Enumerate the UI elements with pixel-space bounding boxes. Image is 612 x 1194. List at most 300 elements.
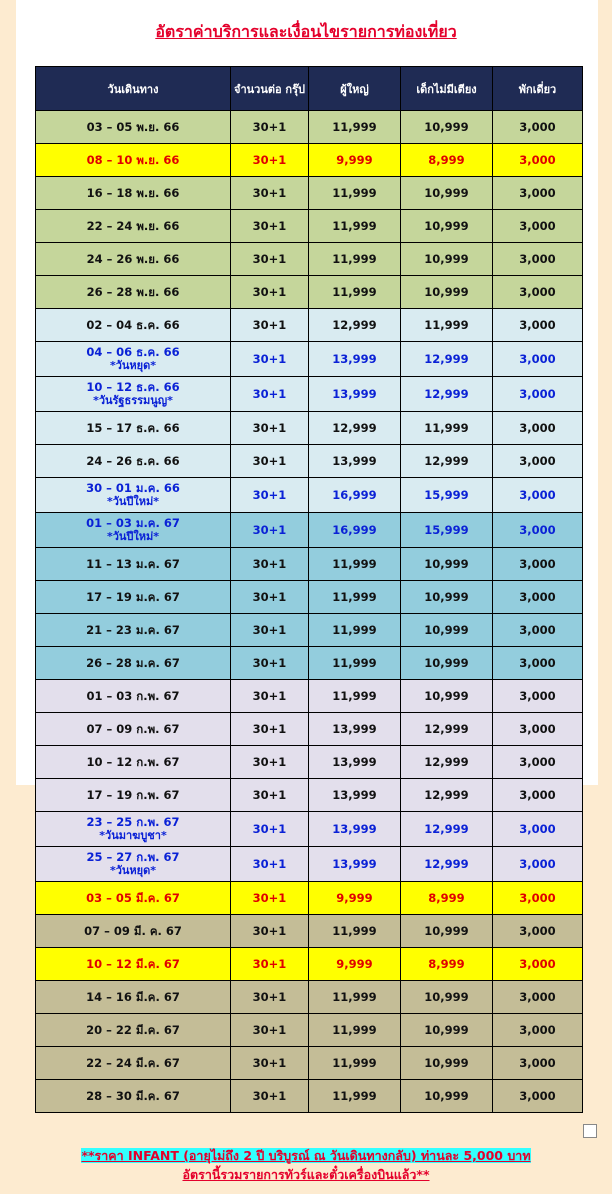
travel-date-cell (36, 210, 231, 243)
table-row (36, 412, 583, 445)
group-size-cell-value: 30+1 (252, 656, 287, 670)
travel-date-cell-value: 26 – 28 พ.ย. 66 (86, 285, 180, 299)
group-size-cell-value: 30+1 (252, 318, 287, 332)
child-price-cell (401, 581, 493, 614)
child-price-cell-value: 10,999 (424, 924, 469, 938)
holiday-note: *วันปีใหม่* (106, 495, 160, 508)
group-size-cell (231, 513, 309, 548)
travel-date-cell (36, 1047, 231, 1080)
single-supplement-cell (493, 647, 583, 680)
child-price-cell-value: 12,999 (424, 722, 469, 736)
child-price-cell (401, 144, 493, 177)
adult-price-cell (309, 1047, 401, 1080)
group-size-cell-value: 30+1 (252, 219, 287, 233)
travel-date-cell (36, 177, 231, 210)
travel-date-cell-value: 10 – 12 ธ.ค. 66 (86, 380, 180, 394)
adult-price-cell (309, 412, 401, 445)
single-supplement-cell (493, 111, 583, 144)
single-supplement-cell (493, 847, 583, 882)
single-supplement-cell (493, 581, 583, 614)
adult-price-cell-value: 11,999 (332, 623, 377, 637)
adult-price-cell-value: 13,999 (332, 722, 377, 736)
single-supplement-cell (493, 779, 583, 812)
travel-date-cell (36, 548, 231, 581)
adult-price-cell-value: 11,999 (332, 285, 377, 299)
adult-price-cell-value: 13,999 (332, 352, 377, 366)
travel-date-cell (36, 713, 231, 746)
group-size-cell-value: 30+1 (252, 891, 287, 905)
single-supplement-cell (493, 177, 583, 210)
single-supplement-cell-value: 3,000 (519, 590, 556, 604)
adult-price-cell-value: 13,999 (332, 454, 377, 468)
travel-date-cell-value: 17 – 19 ก.พ. 67 (86, 788, 180, 802)
table-row (36, 882, 583, 915)
table-row (36, 614, 583, 647)
child-price-cell-value: 10,999 (424, 623, 469, 637)
group-size-cell-value: 30+1 (252, 285, 287, 299)
single-supplement-cell-value: 3,000 (519, 822, 556, 836)
single-supplement-cell-value: 3,000 (519, 891, 556, 905)
single-supplement-cell (493, 276, 583, 309)
group-size-cell-value: 30+1 (252, 1023, 287, 1037)
table-row (36, 680, 583, 713)
group-size-cell (231, 847, 309, 882)
group-size-cell-value: 30+1 (252, 421, 287, 435)
group-size-cell-value: 30+1 (252, 689, 287, 703)
child-price-cell (401, 1047, 493, 1080)
table-row (36, 111, 583, 144)
adult-price-cell-value: 11,999 (332, 656, 377, 670)
group-size-cell-value: 30+1 (252, 857, 287, 871)
travel-date-cell-value: 17 – 19 ม.ค. 67 (86, 590, 180, 604)
group-size-cell (231, 548, 309, 581)
adult-price-cell-value: 12,999 (332, 421, 377, 435)
adult-price-cell-value: 13,999 (332, 822, 377, 836)
child-price-cell (401, 647, 493, 680)
travel-date-cell (36, 111, 231, 144)
single-supplement-cell (493, 680, 583, 713)
group-size-cell-value: 30+1 (252, 623, 287, 637)
header-adult: ผู้ใหญ่ (309, 67, 401, 111)
child-price-cell (401, 779, 493, 812)
table-row (36, 847, 583, 882)
child-price-cell-value: 10,999 (424, 186, 469, 200)
travel-date-cell (36, 478, 231, 513)
table-row (36, 915, 583, 948)
table-body (36, 111, 583, 1113)
adult-price-cell (309, 144, 401, 177)
single-supplement-cell-value: 3,000 (519, 252, 556, 266)
header-single-supplement: พักเดี่ยว (493, 67, 583, 111)
travel-date-cell-value: 14 – 16 มี.ค. 67 (86, 990, 180, 1004)
table-row (36, 445, 583, 478)
travel-date-cell-value: 22 – 24 พ.ย. 66 (86, 219, 180, 233)
travel-date-cell (36, 779, 231, 812)
group-size-cell (231, 342, 309, 377)
single-supplement-cell-value: 3,000 (519, 523, 556, 537)
single-supplement-cell (493, 614, 583, 647)
group-size-cell-value: 30+1 (252, 153, 287, 167)
header-group-size: จำนวนต่อ กรุ๊ป (231, 67, 309, 111)
adult-price-cell (309, 812, 401, 847)
adult-price-cell (309, 1080, 401, 1113)
child-price-cell (401, 746, 493, 779)
child-price-cell (401, 412, 493, 445)
child-price-cell (401, 445, 493, 478)
travel-date-cell (36, 647, 231, 680)
travel-date-cell-value: 01 – 03 ม.ค. 67 (86, 516, 180, 530)
child-price-cell-value: 12,999 (424, 755, 469, 769)
child-price-cell-value: 12,999 (424, 822, 469, 836)
travel-date-cell-value: 30 – 01 ม.ค. 66 (86, 481, 180, 495)
child-price-cell-value: 8,999 (428, 891, 465, 905)
table-row (36, 309, 583, 342)
holiday-note: *วันมาฆบูชา* (99, 829, 167, 842)
group-size-cell-value: 30+1 (252, 387, 287, 401)
table-row (36, 1080, 583, 1113)
table-row (36, 377, 583, 412)
group-size-cell (231, 713, 309, 746)
group-size-cell (231, 614, 309, 647)
holiday-note: *วันปีใหม่* (106, 530, 160, 543)
child-price-cell (401, 812, 493, 847)
adult-price-cell (309, 948, 401, 981)
table-row (36, 812, 583, 847)
single-supplement-cell-value: 3,000 (519, 352, 556, 366)
child-price-cell-value: 12,999 (424, 454, 469, 468)
child-price-cell-value: 10,999 (424, 557, 469, 571)
single-supplement-cell-value: 3,000 (519, 722, 556, 736)
single-supplement-cell-value: 3,000 (519, 788, 556, 802)
single-supplement-cell (493, 243, 583, 276)
adult-price-cell-value: 11,999 (332, 219, 377, 233)
adult-price-cell (309, 111, 401, 144)
adult-price-cell (309, 445, 401, 478)
group-size-cell (231, 1047, 309, 1080)
single-supplement-cell-value: 3,000 (519, 153, 556, 167)
single-supplement-cell-value: 3,000 (519, 623, 556, 637)
table-row (36, 513, 583, 548)
table-row (36, 548, 583, 581)
adult-price-cell (309, 342, 401, 377)
single-supplement-cell (493, 948, 583, 981)
single-supplement-cell-value: 3,000 (519, 219, 556, 233)
infant-price-note: **ราคา INFANT (อายุไม่ถึง 2 ปี บริบูรณ์ ณ วันเดินทางกลับ) ท่านละ 5,000 บาท (81, 1148, 531, 1163)
travel-date-cell-value: 16 – 18 พ.ย. 66 (86, 186, 180, 200)
footer-note (0, 1146, 612, 1184)
single-supplement-cell (493, 513, 583, 548)
table-row (36, 713, 583, 746)
travel-date-cell (36, 276, 231, 309)
child-price-cell (401, 276, 493, 309)
single-supplement-cell-value: 3,000 (519, 1023, 556, 1037)
single-supplement-cell (493, 309, 583, 342)
travel-date-cell-value: 20 – 22 มี.ค. 67 (86, 1023, 180, 1037)
group-size-cell-value: 30+1 (252, 557, 287, 571)
child-price-cell-value: 10,999 (424, 1056, 469, 1070)
travel-date-cell-value: 02 – 04 ธ.ค. 66 (86, 318, 180, 332)
adult-price-cell (309, 581, 401, 614)
table-row (36, 746, 583, 779)
table-row (36, 948, 583, 981)
group-size-cell (231, 478, 309, 513)
group-size-cell (231, 948, 309, 981)
child-price-cell (401, 882, 493, 915)
single-supplement-cell-value: 3,000 (519, 285, 556, 299)
single-supplement-cell-value: 3,000 (519, 488, 556, 502)
table-row (36, 243, 583, 276)
table-row (36, 478, 583, 513)
checkbox[interactable] (583, 1124, 597, 1138)
travel-date-cell-value: 15 – 17 ธ.ค. 66 (86, 421, 180, 435)
group-size-cell (231, 581, 309, 614)
adult-price-cell-value: 11,999 (332, 689, 377, 703)
adult-price-cell-value: 12,999 (332, 318, 377, 332)
child-price-cell-value: 10,999 (424, 1089, 469, 1103)
table-row (36, 647, 583, 680)
table-row (36, 981, 583, 1014)
travel-date-cell-value: 28 – 30 มี.ค. 67 (86, 1089, 180, 1103)
adult-price-cell (309, 847, 401, 882)
child-price-cell-value: 10,999 (424, 120, 469, 134)
group-size-cell-value: 30+1 (252, 590, 287, 604)
single-supplement-cell (493, 981, 583, 1014)
child-price-cell (401, 210, 493, 243)
group-size-cell-value: 30+1 (252, 1056, 287, 1070)
single-supplement-cell (493, 377, 583, 412)
travel-date-cell-value: 23 – 25 ก.พ. 67 (86, 815, 180, 829)
single-supplement-cell-value: 3,000 (519, 120, 556, 134)
group-size-cell (231, 377, 309, 412)
travel-date-cell (36, 614, 231, 647)
table-row (36, 210, 583, 243)
travel-date-cell (36, 144, 231, 177)
table-row (36, 177, 583, 210)
holiday-note: *วันหยุด* (109, 359, 157, 372)
single-supplement-cell (493, 882, 583, 915)
child-price-cell-value: 12,999 (424, 857, 469, 871)
price-table (35, 66, 583, 1113)
single-supplement-cell (493, 445, 583, 478)
group-size-cell (231, 779, 309, 812)
adult-price-cell (309, 548, 401, 581)
child-price-cell (401, 713, 493, 746)
single-supplement-cell (493, 1080, 583, 1113)
travel-date-cell (36, 581, 231, 614)
travel-date-cell (36, 1080, 231, 1113)
adult-price-cell (309, 377, 401, 412)
child-price-cell-value: 11,999 (424, 421, 469, 435)
single-supplement-cell-value: 3,000 (519, 689, 556, 703)
child-price-cell (401, 478, 493, 513)
travel-date-cell (36, 680, 231, 713)
group-size-cell (231, 1014, 309, 1047)
child-price-cell-value: 10,999 (424, 219, 469, 233)
group-size-cell-value: 30+1 (252, 924, 287, 938)
adult-price-cell (309, 647, 401, 680)
group-size-cell (231, 915, 309, 948)
child-price-cell (401, 847, 493, 882)
child-price-cell-value: 10,999 (424, 590, 469, 604)
group-size-cell (231, 680, 309, 713)
travel-date-cell-value: 03 – 05 พ.ย. 66 (86, 120, 180, 134)
travel-date-cell-value: 26 – 28 ม.ค. 67 (86, 656, 180, 670)
adult-price-cell (309, 276, 401, 309)
single-supplement-cell-value: 3,000 (519, 1056, 556, 1070)
single-supplement-cell-value: 3,000 (519, 454, 556, 468)
child-price-cell-value: 12,999 (424, 387, 469, 401)
group-size-cell (231, 981, 309, 1014)
adult-price-cell-value: 13,999 (332, 857, 377, 871)
child-price-cell-value: 15,999 (424, 488, 469, 502)
adult-price-cell (309, 713, 401, 746)
group-size-cell (231, 111, 309, 144)
single-supplement-cell-value: 3,000 (519, 990, 556, 1004)
travel-date-cell (36, 981, 231, 1014)
single-supplement-cell-value: 3,000 (519, 957, 556, 971)
adult-price-cell (309, 243, 401, 276)
group-size-cell-value: 30+1 (252, 957, 287, 971)
group-size-cell (231, 882, 309, 915)
travel-date-cell (36, 915, 231, 948)
child-price-cell (401, 111, 493, 144)
travel-date-cell-value: 10 – 12 ก.พ. 67 (86, 755, 180, 769)
single-supplement-cell (493, 713, 583, 746)
travel-date-cell-value: 04 – 06 ธ.ค. 66 (86, 345, 180, 359)
single-supplement-cell-value: 3,000 (519, 656, 556, 670)
travel-date-cell (36, 847, 231, 882)
adult-price-cell (309, 746, 401, 779)
travel-date-cell (36, 342, 231, 377)
group-size-cell-value: 30+1 (252, 755, 287, 769)
adult-price-cell-value: 9,999 (336, 153, 373, 167)
child-price-cell (401, 377, 493, 412)
travel-date-cell-value: 07 – 09 ก.พ. 67 (86, 722, 180, 736)
adult-price-cell-value: 11,999 (332, 1089, 377, 1103)
holiday-note: *วันหยุด* (109, 864, 157, 877)
adult-price-cell-value: 11,999 (332, 590, 377, 604)
single-supplement-cell (493, 412, 583, 445)
child-price-cell (401, 1014, 493, 1047)
group-size-cell (231, 412, 309, 445)
child-price-cell (401, 614, 493, 647)
adult-price-cell-value: 11,999 (332, 186, 377, 200)
travel-date-cell-value: 22 – 24 มี.ค. 67 (86, 1056, 180, 1070)
single-supplement-cell-value: 3,000 (519, 318, 556, 332)
single-supplement-cell-value: 3,000 (519, 857, 556, 871)
adult-price-cell-value: 11,999 (332, 557, 377, 571)
group-size-cell (231, 243, 309, 276)
travel-date-cell-value: 11 – 13 ม.ค. 67 (86, 557, 180, 571)
header-travel-date: วันเดินทาง (36, 67, 231, 111)
travel-date-cell-value: 08 – 10 พ.ย. 66 (86, 153, 180, 167)
single-supplement-cell (493, 746, 583, 779)
adult-price-cell-value: 9,999 (336, 891, 373, 905)
table-row (36, 1014, 583, 1047)
group-size-cell (231, 144, 309, 177)
adult-price-cell-value: 16,999 (332, 488, 377, 502)
group-size-cell (231, 210, 309, 243)
adult-price-cell-value: 11,999 (332, 1056, 377, 1070)
single-supplement-cell-value: 3,000 (519, 1089, 556, 1103)
group-size-cell (231, 177, 309, 210)
travel-date-cell-value: 24 – 26 พ.ย. 66 (86, 252, 180, 266)
table-row (36, 144, 583, 177)
group-size-cell-value: 30+1 (252, 120, 287, 134)
single-supplement-cell (493, 342, 583, 377)
table-row (36, 779, 583, 812)
travel-date-cell-value: 21 – 23 ม.ค. 67 (86, 623, 180, 637)
travel-date-cell-value: 01 – 03 ก.พ. 67 (86, 689, 180, 703)
single-supplement-cell-value: 3,000 (519, 924, 556, 938)
travel-date-cell-value: 03 – 05 มี.ค. 67 (86, 891, 180, 905)
adult-price-cell (309, 614, 401, 647)
group-size-cell-value: 30+1 (252, 488, 287, 502)
header-child-no-bed: เด็กไม่มีเตียง (401, 67, 493, 111)
single-supplement-cell (493, 478, 583, 513)
group-size-cell (231, 445, 309, 478)
child-price-cell-value: 10,999 (424, 252, 469, 266)
travel-date-cell-value: 24 – 26 ธ.ค. 66 (86, 454, 180, 468)
group-size-cell-value: 30+1 (252, 822, 287, 836)
travel-date-cell (36, 243, 231, 276)
single-supplement-cell (493, 548, 583, 581)
adult-price-cell (309, 1014, 401, 1047)
adult-price-cell (309, 981, 401, 1014)
table-row (36, 581, 583, 614)
child-price-cell-value: 12,999 (424, 788, 469, 802)
adult-price-cell-value: 11,999 (332, 990, 377, 1004)
group-size-cell (231, 1080, 309, 1113)
child-price-cell (401, 948, 493, 981)
adult-price-cell-value: 13,999 (332, 387, 377, 401)
travel-date-cell-value: 10 – 12 มี.ค. 67 (86, 957, 180, 971)
adult-price-cell (309, 513, 401, 548)
page-title: อัตราค่าบริการและเงื่อนไขรายการท่องเที่ยว (155, 22, 457, 41)
group-size-cell-value: 30+1 (252, 352, 287, 366)
adult-price-cell (309, 210, 401, 243)
group-size-cell-value: 30+1 (252, 1089, 287, 1103)
table-row (36, 276, 583, 309)
child-price-cell (401, 680, 493, 713)
travel-date-cell (36, 445, 231, 478)
travel-date-cell (36, 746, 231, 779)
group-size-cell (231, 812, 309, 847)
adult-price-cell (309, 680, 401, 713)
single-supplement-cell-value: 3,000 (519, 755, 556, 769)
child-price-cell (401, 243, 493, 276)
adult-price-cell-value: 11,999 (332, 252, 377, 266)
single-supplement-cell (493, 210, 583, 243)
adult-price-cell-value: 9,999 (336, 957, 373, 971)
group-size-cell-value: 30+1 (252, 523, 287, 537)
child-price-cell (401, 309, 493, 342)
holiday-note: *วันรัฐธรรมนูญ* (93, 394, 173, 407)
child-price-cell-value: 10,999 (424, 990, 469, 1004)
adult-price-cell-value: 13,999 (332, 788, 377, 802)
single-supplement-cell (493, 1047, 583, 1080)
group-size-cell-value: 30+1 (252, 722, 287, 736)
child-price-cell (401, 548, 493, 581)
adult-price-cell (309, 882, 401, 915)
child-price-cell-value: 11,999 (424, 318, 469, 332)
adult-price-cell-value: 11,999 (332, 120, 377, 134)
travel-date-cell (36, 882, 231, 915)
single-supplement-cell-value: 3,000 (519, 387, 556, 401)
child-price-cell-value: 10,999 (424, 1023, 469, 1037)
travel-date-cell (36, 948, 231, 981)
travel-date-cell (36, 812, 231, 847)
